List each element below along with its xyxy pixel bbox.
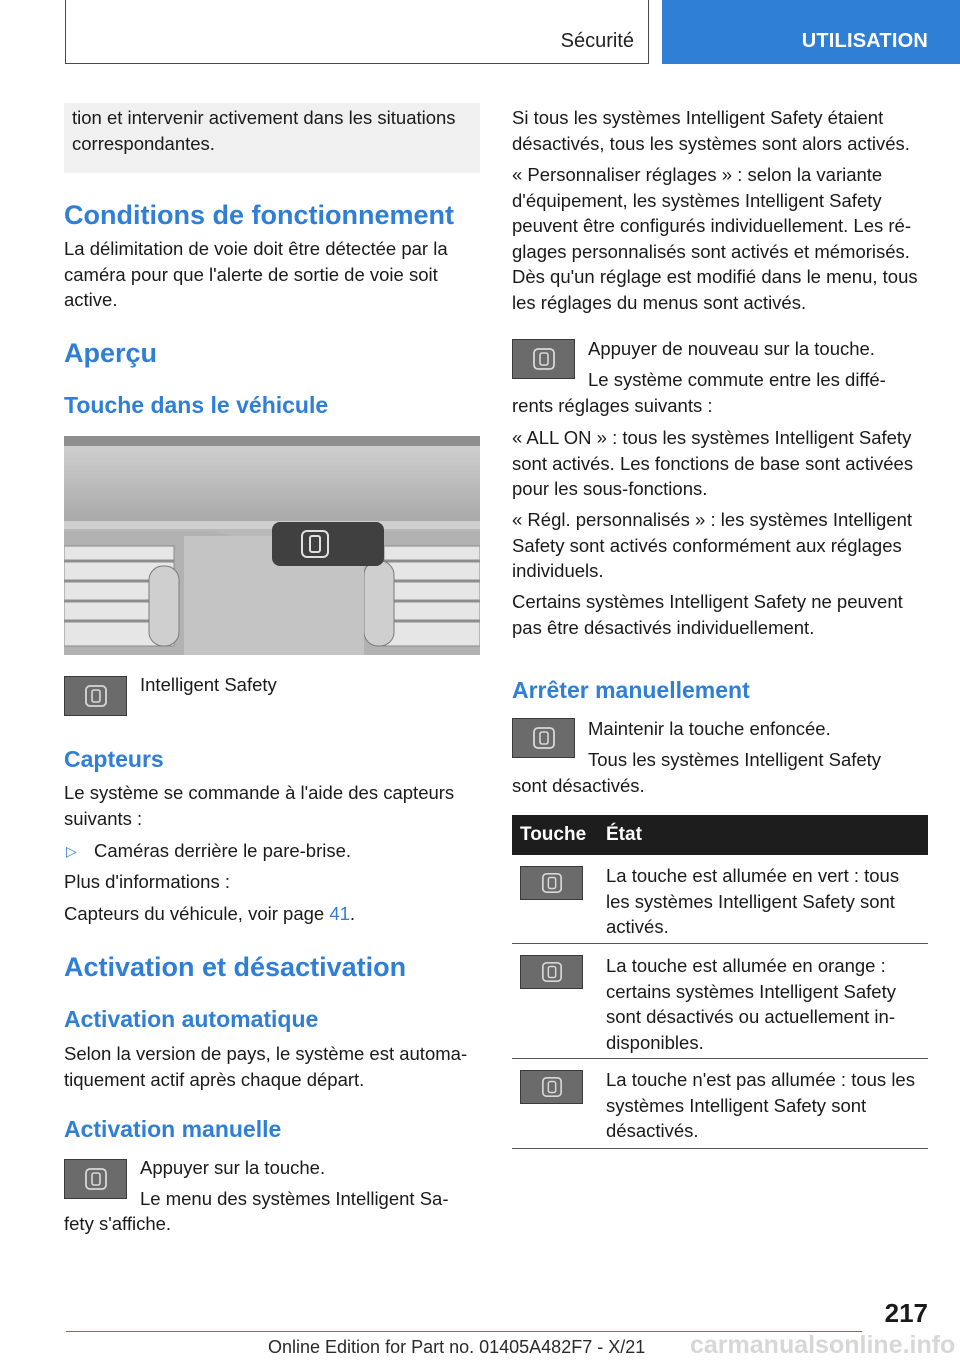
table-col-touche: Touche bbox=[520, 824, 587, 845]
manuelle-line-3: fety s'affiche. bbox=[64, 1213, 172, 1234]
header-section-box bbox=[65, 0, 649, 64]
footer-edition: Online Edition for Part no. 01405A482F7 - X/21 bbox=[268, 1337, 646, 1357]
page-number: 217 bbox=[884, 1298, 928, 1328]
table-row: La touche est allumée en vert : tous les systèmes Intelligent Safety sont activés. bbox=[606, 865, 900, 937]
manuelle-line-2: Le menu des systèmes Intelligent Sa- bbox=[140, 1188, 449, 1209]
table-divider bbox=[512, 943, 928, 944]
heading-capteurs: Capteurs bbox=[64, 746, 164, 772]
heading-activation-manuelle: Activation manuelle bbox=[64, 1116, 282, 1142]
table-row: La touche n'est pas allumée : tous les systèmes Intelligent Safety sont désactivés. bbox=[606, 1069, 915, 1141]
capteurs-text: Le système se commande à l'aide des capteurs suivants : bbox=[64, 782, 455, 829]
heading-activation-auto: Activation automatique bbox=[64, 1006, 319, 1032]
table-header bbox=[512, 815, 928, 855]
header-chapter-tab bbox=[662, 0, 960, 64]
safety-button-icon bbox=[64, 1159, 127, 1199]
auto-text: Selon la version de pays, le système est automatiquement actif après chaque départ. bbox=[64, 1043, 468, 1090]
bullet-text: Caméras derrière le pare-brise. bbox=[94, 840, 352, 861]
safety-button-icon bbox=[512, 339, 575, 379]
heading-activation: Activation et désactivation bbox=[64, 952, 407, 982]
table-divider bbox=[512, 1058, 928, 1059]
off-button-icon bbox=[520, 1070, 583, 1104]
watermark: carmanualsonline.info bbox=[690, 1331, 956, 1359]
table-col-etat: État bbox=[606, 824, 642, 845]
certains-text: Certains systèmes Intelligent Safety ne peuvent pas être désactivés individuellement. bbox=[512, 591, 903, 638]
safety-button-icon bbox=[512, 718, 575, 758]
heading-touche-vehicule: Touche dans le véhicule bbox=[64, 392, 329, 418]
more-info-text: Plus d'informations : bbox=[64, 871, 230, 892]
press-again-text: Appuyer de nouveau sur la touche. bbox=[588, 338, 875, 359]
dashboard-photo bbox=[64, 436, 480, 655]
green-button-icon bbox=[520, 866, 583, 900]
intelligent-safety-label: Intelligent Safety bbox=[140, 674, 277, 695]
allon-text: « ALL ON » : tous les systèmes Intelligent Safety sont activés. Les fonctions de base sont activées pour les sous-fonctions. bbox=[512, 427, 914, 499]
orange-button-icon bbox=[520, 955, 583, 989]
maintenir-text: Maintenir la touche enfoncée. bbox=[588, 718, 831, 739]
heading-arreter: Arrêter manuellement bbox=[512, 677, 750, 703]
header-chapter-title: UTILISATION bbox=[801, 30, 928, 52]
table-divider bbox=[512, 1148, 928, 1149]
page-link[interactable]: 41 bbox=[329, 903, 350, 924]
heading-apercu: Aperçu bbox=[64, 338, 158, 368]
tous-line-1: Tous les systèmes Intelligent Safety bbox=[588, 749, 882, 770]
reference-end: . bbox=[349, 903, 356, 924]
conditions-text: La délimitation de voie doit être détectée par la caméra pour que l'alerte de sortie de voie soit active. bbox=[64, 238, 448, 310]
reference-text: Capteurs du véhicule, voir page bbox=[64, 903, 330, 924]
manuelle-line-1: Appuyer sur la touche. bbox=[140, 1157, 326, 1178]
bullet-triangle-icon: ▷ bbox=[66, 843, 77, 859]
reference-line bbox=[64, 901, 355, 927]
safety-button-icon bbox=[64, 676, 127, 716]
regl-text: « Régl. personnalisés » : les systèmes Intelligent Safety sont activés conformément aux réglages individuels. bbox=[512, 509, 913, 581]
right-p1: Si tous les systèmes Intelligent Safety étaient désactivés, tous les systèmes sont alors activés. bbox=[512, 107, 910, 154]
right-p2: « Personnaliser réglages » : selon la variante d'équipement, les systèmes Intelligent Safety peuvent être configurés individuellement. Les réglages personnalisés sont activés et mémorisés. Dès qu'un réglage est modifié dans le menu, tous les réglages du menus sont activés. bbox=[512, 164, 918, 313]
heading-conditions: Conditions de fonctionnement bbox=[64, 200, 454, 230]
table-row: La touche est allumée en orange : certains systèmes Intelligent Safety sont désactivés ou actuellement indisponibles. bbox=[606, 955, 896, 1053]
switch-line-2: rents réglages suivants : bbox=[512, 395, 713, 416]
tous-line-2: sont désactivés. bbox=[512, 775, 645, 796]
intro-text: tion et intervenir activement dans les situations correspondantes. bbox=[72, 107, 456, 154]
header-section-title: Sécurité bbox=[560, 30, 634, 52]
switch-line-1: Le système commute entre les diffé- bbox=[588, 369, 886, 390]
